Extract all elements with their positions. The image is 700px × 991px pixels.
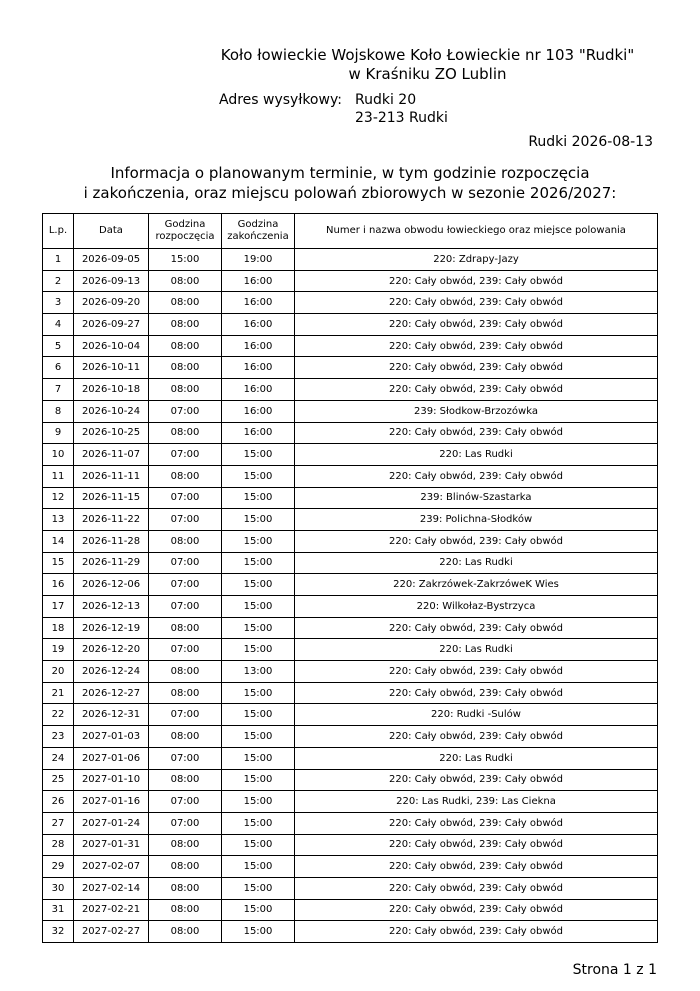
cell-date: 2026-12-06 bbox=[74, 574, 149, 596]
cell-place: 220: Cały obwód, 239: Cały obwód bbox=[295, 379, 658, 401]
title-line2: i zakończenia, oraz miejscu polowań zbiorowych w sezonie 2026/2027: bbox=[83, 184, 617, 202]
cell-end-time: 15:00 bbox=[222, 465, 295, 487]
cell-place: 220: Zakrzówek-ZakrzóweK Wies bbox=[295, 574, 658, 596]
cell-date: 2026-12-31 bbox=[74, 704, 149, 726]
cell-end-time: 15:00 bbox=[222, 639, 295, 661]
cell-lp: 23 bbox=[43, 726, 74, 748]
cell-start-time: 08:00 bbox=[149, 899, 222, 921]
cell-date: 2026-11-15 bbox=[74, 487, 149, 509]
cell-place: 220: Cały obwód, 239: Cały obwód bbox=[295, 726, 658, 748]
cell-place: 220: Cały obwód, 239: Cały obwód bbox=[295, 769, 658, 791]
cell-date: 2026-12-20 bbox=[74, 639, 149, 661]
table-row bbox=[43, 379, 658, 401]
cell-place: 220: Cały obwód, 239: Cały obwód bbox=[295, 682, 658, 704]
cell-lp: 2 bbox=[43, 270, 74, 292]
cell-start-time: 08:00 bbox=[149, 877, 222, 899]
cell-date: 2026-11-22 bbox=[74, 509, 149, 531]
table-row bbox=[43, 834, 658, 856]
cell-end-time: 15:00 bbox=[222, 574, 295, 596]
table-row bbox=[43, 877, 658, 899]
table-row bbox=[43, 769, 658, 791]
table-row bbox=[43, 791, 658, 813]
table-row bbox=[43, 726, 658, 748]
cell-date: 2026-11-11 bbox=[74, 465, 149, 487]
table-row bbox=[43, 422, 658, 444]
cell-end-time: 15:00 bbox=[222, 704, 295, 726]
table-row bbox=[43, 357, 658, 379]
cell-date: 2027-01-16 bbox=[74, 791, 149, 813]
table-row bbox=[43, 335, 658, 357]
cell-lp: 29 bbox=[43, 856, 74, 878]
cell-lp: 3 bbox=[43, 292, 74, 314]
cell-end-time: 15:00 bbox=[222, 747, 295, 769]
cell-place: 239: Słodkow-Brzozówka bbox=[295, 400, 658, 422]
table-row bbox=[43, 400, 658, 422]
cell-end-time: 15:00 bbox=[222, 617, 295, 639]
col-header-end-line1: Godzina bbox=[237, 219, 279, 230]
cell-start-time: 08:00 bbox=[149, 726, 222, 748]
cell-place: 220: Cały obwód, 239: Cały obwód bbox=[295, 292, 658, 314]
cell-end-time: 16:00 bbox=[222, 400, 295, 422]
cell-place: 220: Cały obwód, 239: Cały obwód bbox=[295, 335, 658, 357]
table-row bbox=[43, 465, 658, 487]
cell-place: 220: Cały obwód, 239: Cały obwód bbox=[295, 899, 658, 921]
table-row bbox=[43, 639, 658, 661]
cell-lp: 1 bbox=[43, 249, 74, 271]
cell-date: 2027-01-24 bbox=[74, 812, 149, 834]
table-row bbox=[43, 292, 658, 314]
cell-place: 220: Cały obwód, 239: Cały obwód bbox=[295, 422, 658, 444]
cell-lp: 26 bbox=[43, 791, 74, 813]
cell-lp: 5 bbox=[43, 335, 74, 357]
cell-lp: 28 bbox=[43, 834, 74, 856]
cell-date: 2026-12-13 bbox=[74, 596, 149, 618]
cell-place: 220: Cały obwód, 239: Cały obwód bbox=[295, 357, 658, 379]
cell-start-time: 07:00 bbox=[149, 596, 222, 618]
cell-lp: 13 bbox=[43, 509, 74, 531]
cell-end-time: 15:00 bbox=[222, 791, 295, 813]
cell-lp: 25 bbox=[43, 769, 74, 791]
cell-end-time: 15:00 bbox=[222, 769, 295, 791]
cell-date: 2026-11-29 bbox=[74, 552, 149, 574]
cell-lp: 14 bbox=[43, 530, 74, 552]
cell-place: 220: Cały obwód, 239: Cały obwód bbox=[295, 270, 658, 292]
cell-date: 2027-01-10 bbox=[74, 769, 149, 791]
place-date: Rudki 2026-08-13 bbox=[528, 134, 653, 150]
cell-date: 2027-02-21 bbox=[74, 899, 149, 921]
cell-end-time: 16:00 bbox=[222, 270, 295, 292]
club-name-line2: w Kraśniku ZO Lublin bbox=[348, 65, 507, 83]
cell-end-time: 15:00 bbox=[222, 487, 295, 509]
cell-lp: 17 bbox=[43, 596, 74, 618]
cell-start-time: 08:00 bbox=[149, 314, 222, 336]
col-header-end bbox=[222, 214, 295, 249]
cell-start-time: 07:00 bbox=[149, 812, 222, 834]
cell-date: 2027-01-31 bbox=[74, 834, 149, 856]
cell-start-time: 07:00 bbox=[149, 400, 222, 422]
table-row bbox=[43, 509, 658, 531]
cell-lp: 32 bbox=[43, 921, 74, 943]
cell-place: 220: Las Rudki, 239: Las Ciekna bbox=[295, 791, 658, 813]
table-row bbox=[43, 487, 658, 509]
table-body bbox=[43, 249, 658, 943]
document-title bbox=[0, 163, 700, 203]
cell-place: 220: Wilkołaz-Bystrzyca bbox=[295, 596, 658, 618]
cell-end-time: 16:00 bbox=[222, 357, 295, 379]
cell-start-time: 08:00 bbox=[149, 270, 222, 292]
cell-end-time: 16:00 bbox=[222, 379, 295, 401]
cell-date: 2026-10-24 bbox=[74, 400, 149, 422]
table-row bbox=[43, 921, 658, 943]
cell-start-time: 15:00 bbox=[149, 249, 222, 271]
cell-place: 239: Polichna-Słodków bbox=[295, 509, 658, 531]
cell-end-time: 15:00 bbox=[222, 834, 295, 856]
cell-date: 2026-12-27 bbox=[74, 682, 149, 704]
cell-lp: 16 bbox=[43, 574, 74, 596]
cell-end-time: 15:00 bbox=[222, 877, 295, 899]
cell-date: 2026-09-20 bbox=[74, 292, 149, 314]
table-row bbox=[43, 596, 658, 618]
page-number: Strona 1 z 1 bbox=[572, 962, 657, 978]
cell-start-time: 08:00 bbox=[149, 617, 222, 639]
cell-lp: 31 bbox=[43, 899, 74, 921]
cell-date: 2026-10-11 bbox=[74, 357, 149, 379]
table-row bbox=[43, 444, 658, 466]
cell-end-time: 15:00 bbox=[222, 509, 295, 531]
col-header-lp: L.p. bbox=[43, 214, 74, 249]
cell-place: 239: Blinów-Szastarka bbox=[295, 487, 658, 509]
cell-lp: 21 bbox=[43, 682, 74, 704]
cell-place: 220: Cały obwód, 239: Cały obwód bbox=[295, 314, 658, 336]
cell-start-time: 08:00 bbox=[149, 682, 222, 704]
club-name-block bbox=[0, 46, 700, 84]
address-line1: Rudki 20 bbox=[355, 92, 417, 108]
cell-end-time: 15:00 bbox=[222, 596, 295, 618]
col-header-end-line2: zakończenia bbox=[227, 231, 289, 242]
table-row bbox=[43, 661, 658, 683]
cell-date: 2027-02-27 bbox=[74, 921, 149, 943]
address-line2: 23-213 Rudki bbox=[355, 110, 448, 126]
cell-lp: 24 bbox=[43, 747, 74, 769]
cell-lp: 8 bbox=[43, 400, 74, 422]
cell-start-time: 08:00 bbox=[149, 769, 222, 791]
table-row bbox=[43, 812, 658, 834]
cell-place: 220: Cały obwód, 239: Cały obwód bbox=[295, 812, 658, 834]
cell-date: 2027-01-03 bbox=[74, 726, 149, 748]
cell-place: 220: Cały obwód, 239: Cały obwód bbox=[295, 834, 658, 856]
cell-end-time: 15:00 bbox=[222, 856, 295, 878]
cell-place: 220: Rudki -Sulów bbox=[295, 704, 658, 726]
cell-place: 220: Cały obwód, 239: Cały obwód bbox=[295, 661, 658, 683]
cell-end-time: 15:00 bbox=[222, 812, 295, 834]
cell-start-time: 08:00 bbox=[149, 921, 222, 943]
cell-start-time: 08:00 bbox=[149, 379, 222, 401]
cell-start-time: 08:00 bbox=[149, 422, 222, 444]
table-row bbox=[43, 899, 658, 921]
cell-start-time: 08:00 bbox=[149, 530, 222, 552]
cell-lp: 4 bbox=[43, 314, 74, 336]
cell-lp: 19 bbox=[43, 639, 74, 661]
cell-place: 220: Zdrapy-Jazy bbox=[295, 249, 658, 271]
cell-date: 2026-12-19 bbox=[74, 617, 149, 639]
table-row bbox=[43, 530, 658, 552]
cell-end-time: 15:00 bbox=[222, 552, 295, 574]
cell-end-time: 16:00 bbox=[222, 422, 295, 444]
col-header-start-line2: rozpoczęcia bbox=[155, 231, 215, 242]
cell-start-time: 07:00 bbox=[149, 574, 222, 596]
cell-date: 2026-09-27 bbox=[74, 314, 149, 336]
table-row bbox=[43, 856, 658, 878]
cell-lp: 10 bbox=[43, 444, 74, 466]
cell-place: 220: Cały obwód, 239: Cały obwód bbox=[295, 617, 658, 639]
cell-start-time: 07:00 bbox=[149, 487, 222, 509]
cell-start-time: 08:00 bbox=[149, 834, 222, 856]
cell-end-time: 16:00 bbox=[222, 314, 295, 336]
cell-start-time: 08:00 bbox=[149, 465, 222, 487]
cell-date: 2026-10-04 bbox=[74, 335, 149, 357]
table-header-row bbox=[43, 214, 658, 249]
cell-place: 220: Cały obwód, 239: Cały obwód bbox=[295, 465, 658, 487]
cell-start-time: 07:00 bbox=[149, 747, 222, 769]
cell-date: 2027-02-14 bbox=[74, 877, 149, 899]
table-row bbox=[43, 552, 658, 574]
cell-date: 2026-10-18 bbox=[74, 379, 149, 401]
cell-start-time: 07:00 bbox=[149, 639, 222, 661]
cell-start-time: 07:00 bbox=[149, 509, 222, 531]
cell-end-time: 16:00 bbox=[222, 335, 295, 357]
col-header-start-line1: Godzina bbox=[164, 219, 206, 230]
cell-place: 220: Las Rudki bbox=[295, 747, 658, 769]
cell-lp: 27 bbox=[43, 812, 74, 834]
cell-date: 2026-09-13 bbox=[74, 270, 149, 292]
cell-lp: 7 bbox=[43, 379, 74, 401]
title-line1: Informacja o planowanym terminie, w tym godzinie rozpoczęcia bbox=[110, 164, 590, 182]
cell-lp: 9 bbox=[43, 422, 74, 444]
col-header-start bbox=[149, 214, 222, 249]
hunt-schedule-table bbox=[42, 213, 658, 943]
cell-place: 220: Cały obwód, 239: Cały obwód bbox=[295, 856, 658, 878]
table-row bbox=[43, 682, 658, 704]
cell-place: 220: Las Rudki bbox=[295, 552, 658, 574]
cell-start-time: 07:00 bbox=[149, 704, 222, 726]
cell-date: 2026-09-05 bbox=[74, 249, 149, 271]
cell-place: 220: Cały obwód, 239: Cały obwód bbox=[295, 921, 658, 943]
cell-place: 220: Las Rudki bbox=[295, 444, 658, 466]
cell-lp: 6 bbox=[43, 357, 74, 379]
cell-date: 2026-10-25 bbox=[74, 422, 149, 444]
cell-start-time: 08:00 bbox=[149, 856, 222, 878]
cell-start-time: 08:00 bbox=[149, 661, 222, 683]
table-row bbox=[43, 314, 658, 336]
table-row bbox=[43, 574, 658, 596]
cell-end-time: 15:00 bbox=[222, 899, 295, 921]
col-header-date: Data bbox=[74, 214, 149, 249]
cell-lp: 20 bbox=[43, 661, 74, 683]
col-header-place: Numer i nazwa obwodu łowieckiego oraz miejsce polowania bbox=[295, 214, 658, 249]
address-label: Adres wysyłkowy: bbox=[219, 92, 342, 108]
cell-date: 2027-02-07 bbox=[74, 856, 149, 878]
cell-lp: 22 bbox=[43, 704, 74, 726]
table-row bbox=[43, 270, 658, 292]
cell-start-time: 07:00 bbox=[149, 791, 222, 813]
cell-start-time: 07:00 bbox=[149, 444, 222, 466]
cell-date: 2026-11-07 bbox=[74, 444, 149, 466]
cell-date: 2027-01-06 bbox=[74, 747, 149, 769]
cell-date: 2026-11-28 bbox=[74, 530, 149, 552]
cell-lp: 18 bbox=[43, 617, 74, 639]
cell-place: 220: Cały obwód, 239: Cały obwód bbox=[295, 530, 658, 552]
cell-start-time: 07:00 bbox=[149, 552, 222, 574]
cell-end-time: 13:00 bbox=[222, 661, 295, 683]
cell-date: 2026-12-24 bbox=[74, 661, 149, 683]
cell-end-time: 19:00 bbox=[222, 249, 295, 271]
cell-end-time: 15:00 bbox=[222, 530, 295, 552]
table-row bbox=[43, 704, 658, 726]
cell-lp: 12 bbox=[43, 487, 74, 509]
cell-end-time: 15:00 bbox=[222, 726, 295, 748]
cell-place: 220: Las Rudki bbox=[295, 639, 658, 661]
table-row bbox=[43, 249, 658, 271]
table-row bbox=[43, 617, 658, 639]
cell-lp: 30 bbox=[43, 877, 74, 899]
cell-end-time: 15:00 bbox=[222, 921, 295, 943]
table-row bbox=[43, 747, 658, 769]
cell-lp: 15 bbox=[43, 552, 74, 574]
cell-end-time: 15:00 bbox=[222, 682, 295, 704]
cell-end-time: 15:00 bbox=[222, 444, 295, 466]
club-name-line1: Koło łowieckie Wojskowe Koło Łowieckie nr 103 "Rudki" bbox=[220, 46, 635, 64]
cell-end-time: 16:00 bbox=[222, 292, 295, 314]
cell-lp: 11 bbox=[43, 465, 74, 487]
cell-start-time: 08:00 bbox=[149, 335, 222, 357]
cell-start-time: 08:00 bbox=[149, 357, 222, 379]
cell-place: 220: Cały obwód, 239: Cały obwód bbox=[295, 877, 658, 899]
cell-start-time: 08:00 bbox=[149, 292, 222, 314]
